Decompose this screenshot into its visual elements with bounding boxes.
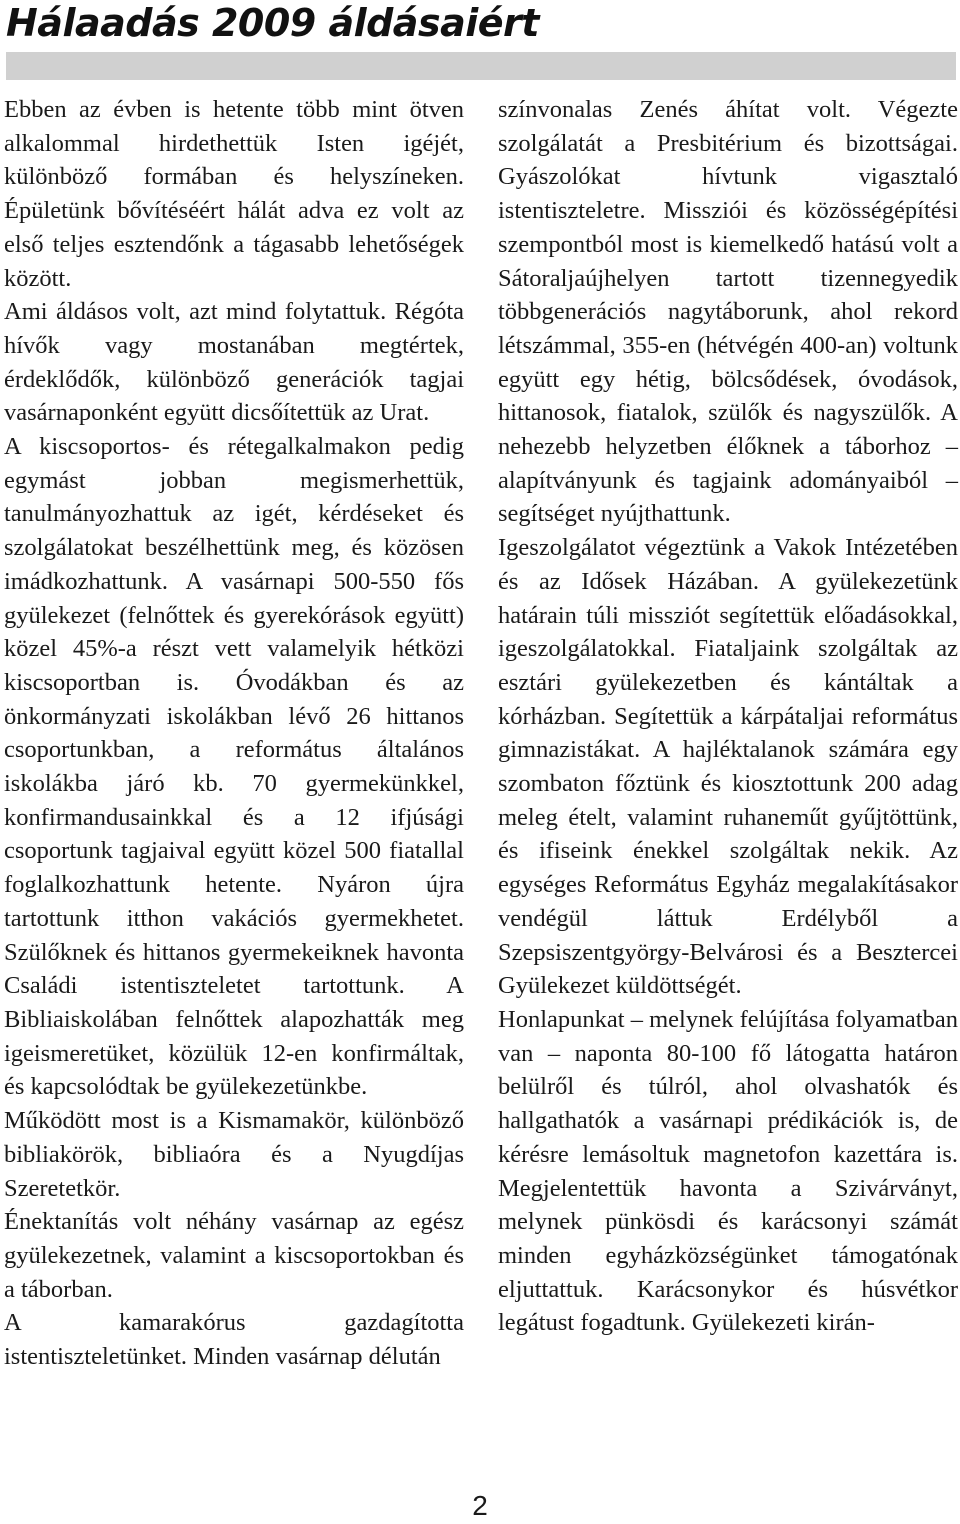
paragraph: Ami áldásos volt, azt mind folytattuk. Régóta hívők vagy mostanában megtértek, érdeklődők, különböző generációk tagjai vasárnaponként együtt dicsőítettük az Urat. — [4, 298, 464, 427]
paragraph: Igeszolgálatot végeztünk a Vakok Intézetében és az Idősek Házában. A gyülekezetünk határain túli missziót segítettük előadásokkal, igeszolgálatokkal. Fiataljaink szolgáltak az esztári gyülekezetben és kántáltak a kórházban. Segítettük a kárpátaljai református gimnazistákat. A hajléktalanok számára egy szombaton főztünk és kiosztottunk 200 adag meleg ételt, valamint ruhaneműt gyűjtöttünk, és ifiseink énekkel szolgáltak nekik. Az egységes Református Egyház megalakításakor vendégül láttuk Erdélyből a Szepsiszentgyörgy-Belvárosi és a Besztercei Gyülekezet küldöttségét. — [498, 534, 958, 1000]
title-underline-bar — [6, 52, 956, 80]
paragraph: Működött most is a Kismamakör, különböző bibliakörök, bibliaóra és a Nyugdíjas Szeretetkör. — [4, 1107, 464, 1202]
paragraph: színvonalas Zenés áhítat volt. Végezte szolgálatát a Presbitérium és bizottságai. Gyászolókat hívtunk vigasztaló istentiszteletre. Missziói és közösségépítési szempontból most is kiemelkedő hatású volt a Sátoraljaújhelyen tartott tizennegyedik többgenerációs nagytáborunk, ahol rekord létszámmal, 355-en (hétvégén 400-an) voltunk együtt egy hétig, bölcsődések, óvodások, hittanosok, fiatalok, szülők és nagyszülők. A nehezebb helyzetben élőknek a táborhoz – alapítványunk és tagjaink adományaiból – segítséget nyújthattunk. — [498, 96, 958, 528]
page-number: 2 — [472, 1490, 488, 1521]
paragraph: Énektanítás volt néhány vasárnap az egész gyülekezetnek, valamint a kiscsoportokban és a táborban. — [4, 1208, 464, 1303]
paragraph: A kiscsoportos- és rétegalkalmakon pedig egymást jobban megismerhettük, tanulmányozhattuk az igét, kérdéseket és szolgálatokat beszélhettünk meg, és közösen imádkozhattunk. A vasárnapi 500-550 fős gyülekezet (felnőttek és gyerekórások együtt) közel 45%-a részt vett valamelyik hétközi kiscsoportban is. Óvodákban és az önkormányzati iskolákban lévő 26 hittanos csoportunkban, a református általános iskolákba járó kb. 70 gyermekünkkel, konfirmandusainkkal és a 12 ifjúsági csoportunk tagjaival együtt közel 500 fiatallal foglalkozhattunk hetente. Nyáron újra tartottunk itthon vakációs gyermekhetet. Szülőknek és hittanos gyermekeiknek havonta Családi istentiszteletet tartottunk. A Bibliaiskolában felnőttek alapozhatták meg igeismeretüket, közülük 12-en konfirmáltak, és kapcsolódtak be gyülekezetünkbe. — [4, 433, 464, 1101]
right-column — [498, 93, 958, 1340]
paragraph: Ebben az évben is hetente több mint ötven alkalommal hirdethettük Isten igéjét, különböző formában és helyszíneken. Épületünk bővítéséért hálát adva ez volt az első teljes esztendőnk a tágasabb lehetőségek között. — [4, 96, 464, 292]
page-title: Hálaadás 2009 áldásaiért — [6, 1, 539, 45]
left-column — [4, 93, 464, 1374]
paragraph: A kamarakórus gazdagította istentiszteletünket. Minden vasárnap délután — [4, 1309, 464, 1371]
paragraph: Honlapunkat – melynek felújítása folyamatban van – naponta 80-100 fő látogatta határon belülről és túlról, ahol olvashatók és hallgathatók a vasárnapi prédikációk is, de kérésre lemásoltuk magnetofon kazettára is. Megjelentettük havonta a Szivárványt, melynek pünkösdi és karácsonyi számát minden egyházközségünket támogatónak eljuttattuk. Karácsonykor és húsvétkor legátust fogadtunk. Gyülekezeti kirán- — [498, 1005, 958, 1337]
